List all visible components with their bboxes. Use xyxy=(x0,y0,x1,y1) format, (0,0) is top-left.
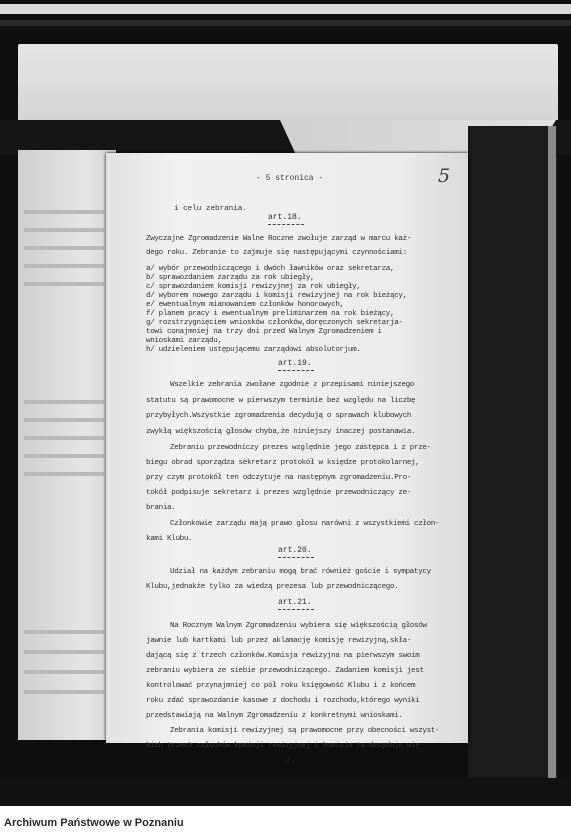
film-edge-strip xyxy=(0,4,571,14)
text-line: Zwyczajne Zgromadzenie Walne Roczne zwołuje zarząd w marcu każ- xyxy=(146,235,412,243)
article-heading: art.21. xyxy=(278,598,312,607)
ghost-text-line xyxy=(24,228,104,232)
list-item: h/ udzieleniem ustępującemu zarządowi absolutorjum. xyxy=(146,346,361,354)
ghost-text-line xyxy=(24,650,104,654)
ghost-text-line xyxy=(24,670,104,674)
list-item: towi conajmniej na trzy dni przed Walnym Zgromadzeniem i xyxy=(146,328,382,336)
list-item: g/ rozstrzygnięciem wniosków członków,doręczonych sekretarja- xyxy=(146,319,403,327)
list-item: e/ ewentualnym mianowaniem członków honorowych, xyxy=(146,301,344,309)
heading-underline xyxy=(278,370,314,371)
text-line: roku zdać sprawozdanie kasowe z dochodu i rozchodu,którego wyniki xyxy=(146,697,420,705)
ghost-text-line xyxy=(24,210,104,214)
text-line: statutu są prawomocne w pierwszym terminie bez względu na liczbę xyxy=(146,397,416,405)
text-line: i celu zebrania. xyxy=(174,205,247,213)
list-item: d/ wyborem nowego zarządu i komisji rewizyjnej na rok bieżący, xyxy=(146,292,407,300)
list-item: f/ planem pracy i ewentualnym preliminarzem na rok bieżący, xyxy=(146,310,395,318)
text-line: Klubu,jednakże tylko za wiedzą prezesa lub przewodniczącego. xyxy=(146,583,399,591)
archive-watermark: Archiwum Państwowe w Poznaniu xyxy=(4,817,184,829)
text-line: Udział na każdym zebraniu mogą brać również goście i sympatycy xyxy=(170,568,431,576)
text-line: przybyłych.Wszystkie zgromadzenia decydują o sprawach klubowych xyxy=(146,412,412,420)
left-page-edge xyxy=(18,150,116,740)
ghost-text-line xyxy=(24,282,104,286)
article-heading: art.18. xyxy=(268,213,302,222)
ghost-text-line xyxy=(24,436,104,440)
text-line: Zebraniu przewodniczy prezes względnie jego zastępca i z prze- xyxy=(170,444,431,452)
text-line: kami Klubu. xyxy=(146,535,193,543)
text-line: zwykłą większością głosów chyba,że niniejszy inaczej postanawia. xyxy=(146,428,416,436)
text-line: kich trzech członków komisji rewizyjnej i komisja ta decyduje wię- xyxy=(146,742,424,750)
page-header: - 5 stronica - xyxy=(256,174,324,183)
continuation-mark: ./. xyxy=(282,757,296,765)
text-line: przy czym protokół ten odczytuje na następnym zgromadzeniu.Pro- xyxy=(146,474,412,482)
heading-underline xyxy=(278,557,314,558)
text-line: przedstawiają na Walnym Zgromadzeniu z konkretnymi wnioskami. xyxy=(146,712,403,720)
ghost-text-line xyxy=(24,264,104,268)
text-line: dego roku. Zebranie to zajmuje się następującymi czynnościami: xyxy=(146,249,407,257)
ghost-text-line xyxy=(24,454,104,458)
text-line: Na Rocznym Walnym Zgromadzeniu wybiera się większością głosów xyxy=(170,622,427,630)
heading-underline xyxy=(268,224,304,225)
film-edge-strip-dark xyxy=(0,20,571,26)
ghost-text-line xyxy=(24,400,104,404)
text-line: Zebrania komisji rewizyjnej są prawomocne przy obecności wszyst- xyxy=(170,727,440,735)
previous-page-edge xyxy=(18,44,558,126)
text-line: biegu obrad sporządza sekretarz protokół w księdze protokolarnej, xyxy=(146,459,420,467)
text-line: zebraniu wybiera ze siebie przewodniczącego. Zadaniem komisji jest xyxy=(146,667,424,675)
text-line: kontrolować przynajmniej co pół roku księgowość Klubu i z końcem xyxy=(146,682,416,690)
text-line: Wszelkie zebrania zwołane zgodnie z przepisami niniejszego xyxy=(170,381,415,389)
heading-underline xyxy=(278,609,314,610)
document-page xyxy=(106,153,468,765)
list-item: c/ sprawozdaniem komisji rewizyjnej za rok ubiegły, xyxy=(146,283,361,291)
article-heading: art.19. xyxy=(278,359,312,368)
ghost-text-line xyxy=(24,630,104,634)
handwritten-page-number: 5 xyxy=(438,165,451,187)
article-heading: art.20. xyxy=(278,546,312,555)
ghost-text-line xyxy=(24,418,104,422)
text-line: Członkowie zarządu mają prawo głosu narówni z wszystkiemi człon- xyxy=(170,520,440,528)
list-item: b/ sprawozdaniem zarządu za rok ubiegły, xyxy=(146,274,315,282)
text-line: tokół podpisuje sekretarz i prezes względnie przewodniczący ze- xyxy=(146,489,412,497)
ghost-text-line xyxy=(24,472,104,476)
text-line: brania. xyxy=(146,504,176,512)
list-item: wnioskami zarządu, xyxy=(146,337,222,345)
list-item: a/ wybór przewodniczącego i dwóch ławników oraz sekretarza, xyxy=(146,265,395,273)
right-dark-edge xyxy=(468,126,558,780)
ghost-text-line xyxy=(24,690,104,694)
text-line: jawnie lub kartkami lub przez aklamację komisję rewizyjną,skła- xyxy=(146,637,412,645)
ghost-text-line xyxy=(24,246,104,250)
scan-bottom-edge xyxy=(0,778,571,806)
right-page-border xyxy=(548,126,556,780)
text-line: dającą się z trzech członków.Komisja rewizyjna na pierwszym swoim xyxy=(146,652,420,660)
